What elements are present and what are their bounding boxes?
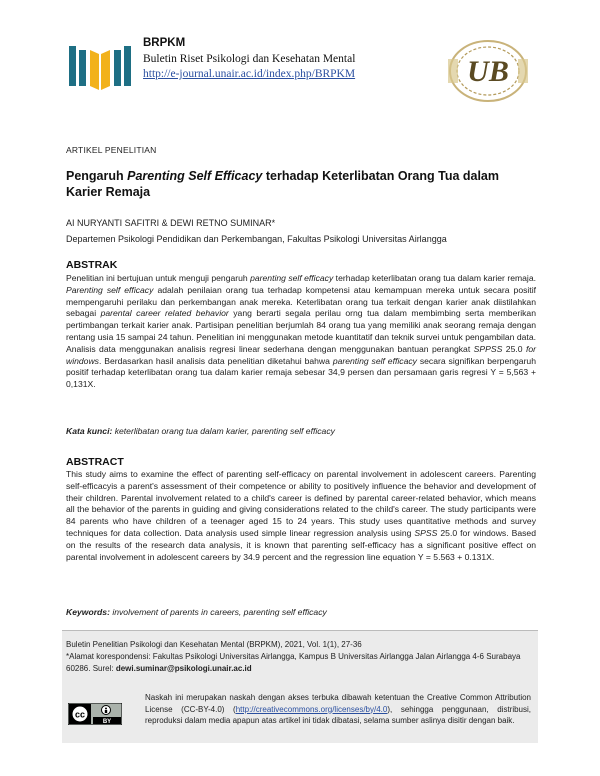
abstract-body: This study aims to examine the effect of parenting self-efficacy on parental involvement in adolescent careers. Parenting self-efficacyis a parent's assessment of their competence or ability to positively influence the behavior and development of their children. Parental involvement related to a child's career is defined by parental career-related behavior, which means all the behavior of the parents in guiding and giving considerations related to the child's career. The study participants were 84 parents who have children of a teenager aged 15 to 24 years. This study uses quantitative methods and survey techniques for data collection. Data analysis used simple linear regression analysis using SPSS 25.0 for windows. Based on the results of the research data analysis, it is known that parenting self-efficacy has a significant positive effect on parental involvement in adolescent careers by 34.9 percent and the regression line equation Y = 5.563 + 0.131X. (66, 469, 536, 562)
svg-text:BY: BY (102, 719, 112, 725)
abstract-heading: ABSTRACT (66, 456, 124, 468)
correspondence-email: dewi.suminar@psikologi.unair.ac.id (115, 664, 252, 673)
title-part-1: Pengaruh (66, 169, 128, 183)
authors: AI NURYANTI SAFITRI & DEWI RETNO SUMINAR* (66, 218, 276, 228)
article-title (66, 168, 506, 200)
journal-abbreviation: BRPKM (143, 37, 186, 49)
university-seal-icon (442, 37, 534, 105)
kata-kunci-label: Kata kunci: (66, 426, 113, 436)
footer-divider (62, 630, 538, 631)
license-text: Naskah ini merupakan naskah dengan akses terbuka dibawah ketentuan the Creative Common Attribution License (CC-BY-4.0) (http://creativecommons.org/licenses/by/4.0), sehingga penggunaan, distribusi, reproduksi dalam media apapun atas artikel ini tidak dibatasi, selama sumber aslinya disitir dengan baik. (145, 693, 532, 725)
title-italic: Parenting Self Efficacy (127, 169, 263, 183)
journal-name: Buletin Riset Psikologi dan Kesehatan Mental (143, 53, 356, 65)
journal-book-logo-icon (66, 40, 134, 92)
kata-kunci (66, 426, 536, 436)
license-link[interactable]: http://creativecommons.org/licenses/by/4.0 (235, 704, 388, 714)
abstrak-heading: ABSTRAK (66, 259, 118, 271)
cc-by-license-icon (68, 703, 122, 725)
correspondence: *Alamat korespondensi: Fakultas Psikologi Universitas Airlangga, Kampus B Universitas Airlangga Jalan Airlangga 4-6 Surabaya 60286. Surel: dewi.suminar@psikologi.unair.ac.id (66, 652, 521, 673)
keywords-label: Keywords: (66, 607, 110, 617)
kata-kunci-values: keterlibatan orang tua dalam karier, parenting self efficacy (112, 426, 335, 436)
section-label: ARTIKEL PENELITIAN (66, 145, 157, 155)
title-part-2: terhadap Keterlibatan Orang Tua dalam Karier Remaja (66, 169, 500, 199)
citation: Buletin Penelitian Psikologi dan Kesehatan Mental (BRPKM), 2021, Vol. 1(1), 27-36 (66, 640, 362, 649)
svg-text:cc: cc (74, 709, 86, 720)
citation-block (66, 639, 532, 675)
seal-letters: UB (467, 55, 509, 88)
affiliation: Departemen Psikologi Pendidikan dan Perkembangan, Fakultas Psikologi Universitas Airlangga (66, 234, 447, 244)
keywords-values: involvement of parents in careers, parenting self efficacy (109, 607, 327, 617)
abstrak-body: Penelitian ini bertujuan untuk menguji pengaruh parenting self efficacy terhadap keterlibatan orang tua dalam karier remaja. Parenting self efficacy adalah penilaian orang tua terhadap kompetensi atau kemampuan mereka untuk secara positif mempengaruhi perilaku dan perkembangan anak mereka. Keterlibatan orang tua terkait dengan karier anak diistilahkan sebagai parental career related behavior yang berarti segala perilau orng tua dalam membimbing serta memberikan pertimbangan terkait karier anak. Partisipan penelitian berjumlah 84 orang tua yang memiliki anak seorang remaja dengan rentang usia 15 sampai 24 tahun. Penelitian ini menggunakan metode kuantitatif dan teknik survei untuk pengambilan data. Analisis data menggunakan analisis regresi linear sederhana dengan menggunakan bantuan perangkat SPPSS 25.0 for windows. Berdasarkan hasil analisis data penelitian diketahui bahwa parenting self efficacy secara signifikan berpengaruh positif terhadap keterlibatan orang tua dalam karier remaja sebesar 34,9 persen dan persamaan garis regresi Y = 5,563 + 0,131X. (66, 273, 536, 390)
journal-url-link[interactable]: http://e-journal.unair.ac.id/index.php/BRPKM (143, 68, 356, 80)
keywords (66, 607, 536, 617)
